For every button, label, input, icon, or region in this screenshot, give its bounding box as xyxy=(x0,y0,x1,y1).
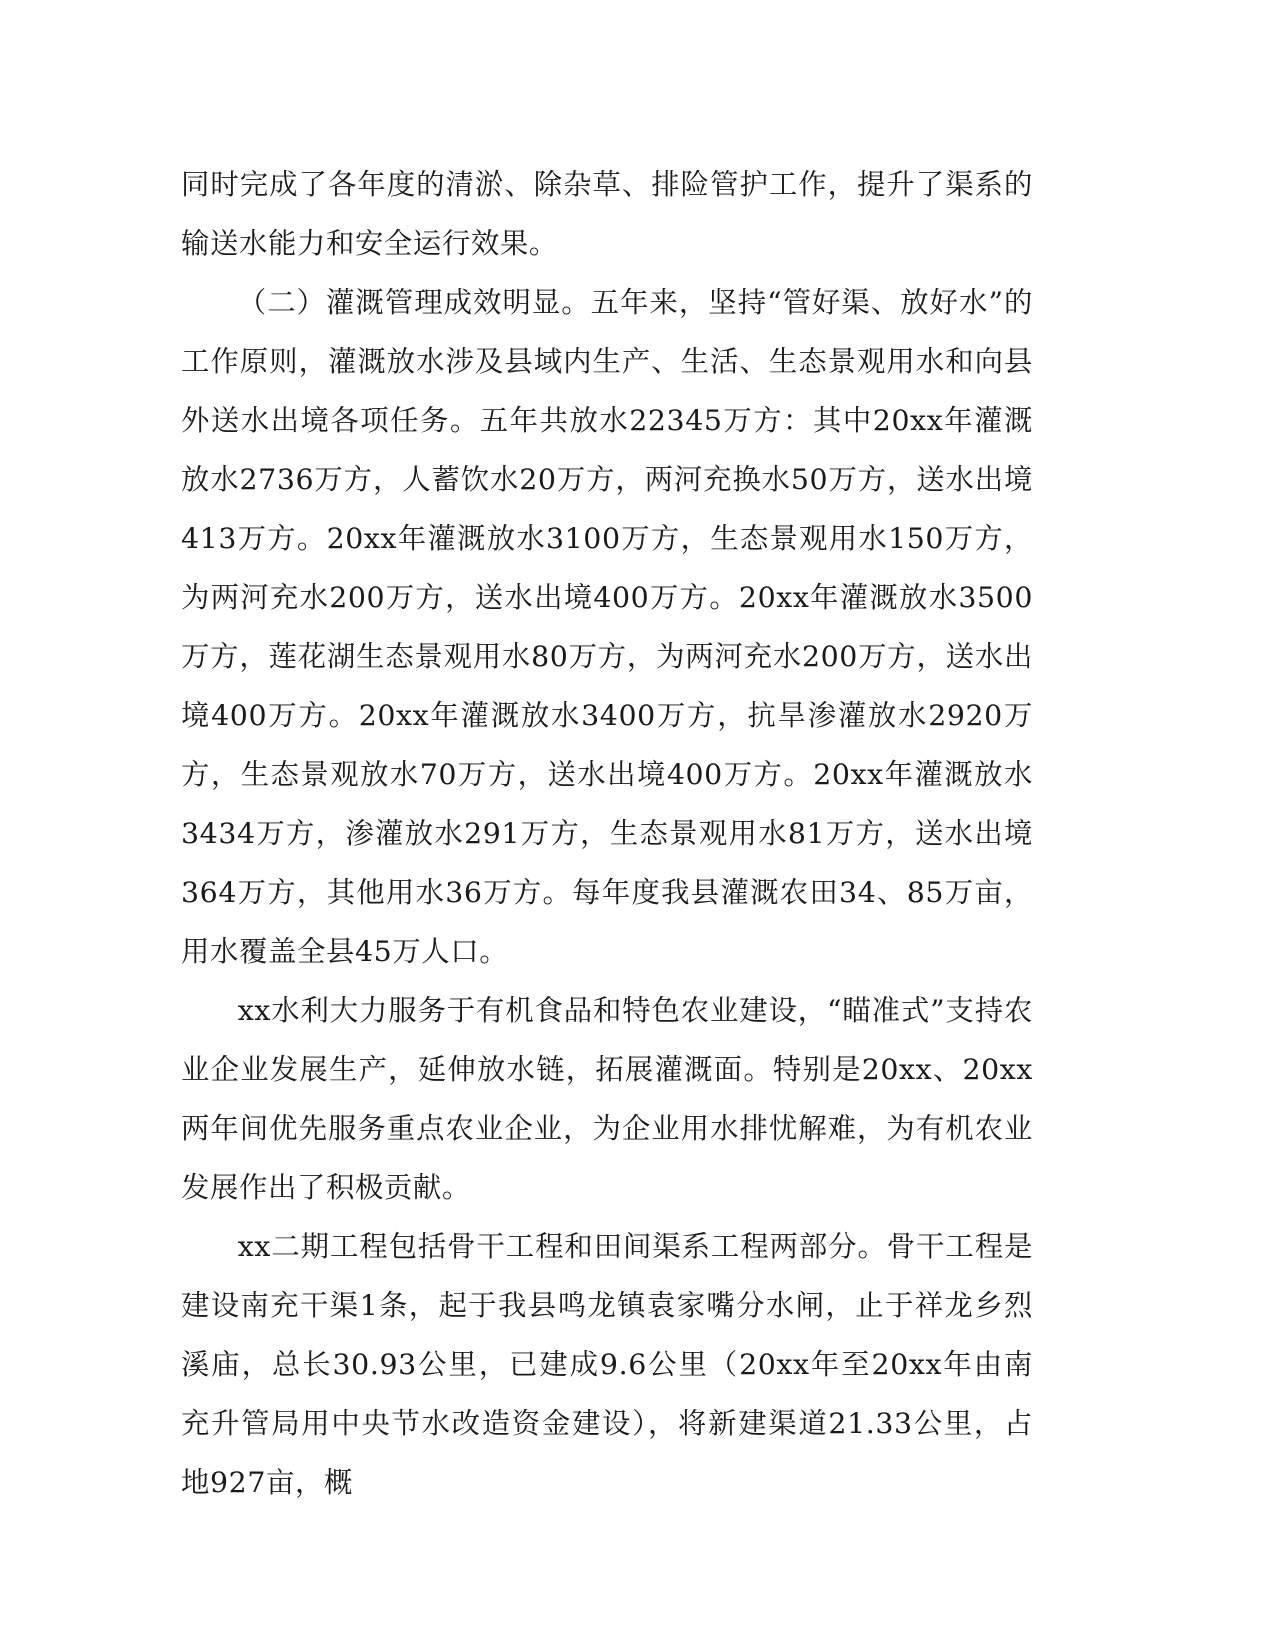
body-text xyxy=(181,155,1033,1512)
paragraph-irrigation-management: （二）灌溉管理成效明显。五年来，坚持“管好渠、放好水”的工作原则，灌溉放水涉及县域内生产、生活、生态景观用水和向县外送水出境各项任务。五年共放水22345万方：其中20xx年灌溉放水2736万方，人蓄饮水20万方，两河充换水50万方，送水出境413万方。20xx年灌溉放水3100万方，生态景观用水150万方，为两河充水200万方，送水出境400万方。20xx年灌溉放水3500万方，莲花湖生态景观用水80万方，为两河充水200万方，送水出境400万方。20xx年灌溉放水3400万方，抗旱渗灌放水2920万方，生态景观放水70万方，送水出境400万方。20xx年灌溉放水3434万方，渗灌放水291万方，生态景观用水81万方，送水出境364万方，其他用水36万方。每年度我县灌溉农田34、85万亩，用水覆盖全县45万人口。 xyxy=(181,286,1033,968)
paragraph-continuation: 同时完成了各年度的清淤、除杂草、排险管护工作，提升了渠系的输送水能力和安全运行效果。 xyxy=(181,168,1033,260)
paragraph-organic-agriculture: xx水利大力服务于有机食品和特色农业建设，“瞄准式”支持农业企业发展生产，延伸放水链，拓展灌溉面。特别是20xx、20xx两年间优先服务重点农业企业，为企业用水排忧解难，为有机农业发展作出了积极贡献。 xyxy=(181,994,1033,1204)
paragraph-phase-two-project: xx二期工程包括骨干工程和田间渠系工程两部分。骨干工程是建设南充干渠1条，起于我县鸣龙镇袁家嘴分水闸，止于祥龙乡烈溪庙，总长30.93公里，已建成9.6公里（20xx年至20xx年由南充升管局用中央节水改造资金建设），将新建渠道21.33公里，占地927亩，概 xyxy=(181,1230,1033,1499)
